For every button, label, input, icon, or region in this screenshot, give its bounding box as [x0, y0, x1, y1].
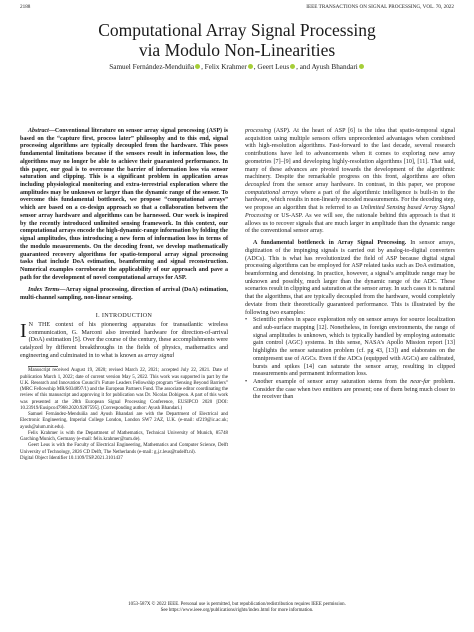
footnote-divider [28, 366, 58, 367]
body-text: or US-ASP. As we will see, the rationale behind this approach is that it allows us to recover signals that are much larger in amplitude than the dynamic range of the conventional sensor array. [245, 212, 455, 235]
italic-term: decoupled [245, 182, 270, 189]
list-item-text: Scientific probes in space exploration rely on sensor arrays for source localization and sub-surface mapping [12]. Nonetheless, in foreign environments, the range of signal amplitudes is unknown, which is typically handled by employing automatic gain control (AGC) systems. In this sense, NASA’s Apollo Mission report [13] highlights the sensor saturation problem (cf. pg 43, [13]) and elaborates on the omnipresent use of AGCs. Even if the ADCs (equipped with AGCs) are calibrated, bursts and spikes [14] can saturate the sensor array, resulting in clipped measurements and permanent information loss. [253, 317, 455, 378]
doi-line: Digital Object Identifier 10.1109/TSP.2021.3101437 [20, 455, 123, 461]
orcid-icon[interactable] [248, 64, 253, 69]
left-column [20, 128, 228, 462]
list-item [245, 317, 455, 379]
italic-term: near-far [410, 379, 431, 385]
footnote-affiliation-1: Samuel Fernández-Menduiña and Ayush Bhandari are with the Department of Electrical and Electronic Engineering, Imperial College London, London SW7 2AZ, U.K. (e-mail: sf219@ic.ac.uk; ayush@alum.mit.edu). [20, 412, 228, 430]
italic-term: computational arrays [245, 189, 299, 196]
author-3: Geert Leus [257, 63, 290, 71]
footnote-manuscript: Manuscript received August 19, 2020; revised March 22, 2021; accepted July 22, 2021. Date of publication March 1, 2022; date of current version May 5, 2022. This work was supported in part by the U.K. Research and Innovation Council’s Future Leaders Fellowship program “Sensing Beyond Barriers” (MRC Fellowship MR/S034897/1) and the European Partners Fund. The associate editor coordinating the review of this manuscript and approving it for publication was Dr. Nicolas Dobigeon. A part of this work was presented at the 28th European Signal Processing Conference, EUSIPCO 2020 [DOI: 10.23919/Eusipco47968.2020.9287595]. (Corresponding author: Ayush Bhandari.) [20, 368, 228, 411]
bullet-icon: • [245, 317, 248, 324]
example-list [245, 317, 455, 402]
paper-title [20, 20, 454, 60]
footnote-affiliation-2: Felix Krahmer is with the Department of Mathematics, Technical University of Munich, 85748 Garching/Munich, Germany (e-mail: felix.krahmer@tum.de). [20, 430, 228, 443]
copyright-line: 1053-587X © 2022 IEEE. Personal use is permitted, but republication/redistribution requires IEEE permission. [128, 602, 346, 607]
abstract [20, 128, 228, 282]
author-2: Felix Krahmer [204, 63, 247, 71]
footnote-affiliation-3: Geert Leus is with the Faculty of Electrical Engineering, Mathematics and Computer Science, Delft University of Technology, 2826 CD Delft, The Netherlands (e-mail: g.j.t.leus@tudelft.nl). [20, 443, 228, 455]
list-item-text: Another example of sensor array saturation stems from the [253, 379, 411, 385]
orcid-icon[interactable] [195, 64, 200, 69]
body-paragraph-2 [245, 240, 455, 317]
index-terms-label: Index Terms [28, 287, 60, 294]
drop-cap: I [20, 319, 27, 342]
running-header [20, 4, 454, 13]
copyright-footer [20, 602, 454, 614]
journal-name: IEEE TRANSACTIONS ON SIGNAL PROCESSING, VOL. 70, 2022 [306, 4, 454, 10]
italic-term: Unlimited Sensing based Array Signal Processing [245, 205, 455, 219]
intro-lead: N THE [28, 321, 51, 328]
abstract-label: Abstract [28, 128, 49, 134]
author-1: Samuel Fernández-Menduiña [109, 63, 195, 71]
intro-text: context of his pioneering apparatus for transatlantic wireless communication, G. Marconi also invented hardware for direction-of-arrival (DoA) estimation [5]. Over the course of the century, these accomplishments were catalyzed by different breakthroughs in the fields of physics, mathematics and engineering and culminated in to what is known as [20, 321, 228, 359]
title-line-1: Computational Array Signal Processing [98, 20, 376, 40]
right-column [245, 128, 455, 402]
body-text: where a part of the algorithmic intelligence is built-in to the hardware, which results in non-linearly encoded measurements. For the decoding step, we propose an algorithm that is referred to as [245, 189, 455, 212]
paragraph-heading: A fundamental bottleneck in Array Signal Processing. [253, 240, 407, 247]
bullet-icon: • [245, 379, 248, 385]
abstract-text: —Conventional literature on sensor array signal processing (ASP) is based on the “capture first, process later” philosophy and to this end, signal processing algorithms are typically decoupled from the hardware. This poses fundamental limitations because if the sensors result in information loss, the algorithms may no longer be able to achieve their guaranteed performance. In this paper, our goal is to overcome the barrier of information loss via sensor saturation and clipping. This is a significant problem in application areas including physiological monitoring and extra-terrestrial exploration where the amplitudes may be unknown or larger than the dynamic range of the sensor. To overcome this fundamental bottleneck, we propose “computational arrays” which are based on a co-design approach so that a collaboration between the sensor array hardware and algorithms can be harnessed. Our work is inspired by the recently introduced unlimited sensing framework. In this context, our computational arrays encode the high-dynamic-range information by folding the signal amplitudes, thus introducing a new form of information loss in terms of the modulo measurements. On the decoding front, we develop mathematically guaranteed recovery algorithms for spatio-temporal array signal processing tasks that include DoA estimation, beamforming and signal reconstruction. Numerical examples corroborate the applicability of our approach and pave a path for the development of novel computational arrays for ASP. [20, 128, 228, 281]
page-number: 2188 [20, 4, 31, 10]
intro-paragraph [20, 319, 228, 361]
italic-term: processing [245, 128, 271, 134]
orcid-icon[interactable] [290, 64, 295, 69]
list-item-text: problem. Consider the case when two emitters are present; one of them being much closer to the receiver than [253, 379, 455, 401]
index-terms-text: —Array signal processing, direction of arrival (DoA) estimation, multi-channel sampling, non-linear sensing. [20, 287, 228, 302]
section-heading: I. INTRODUCTION [95, 311, 153, 319]
intro-text-italic: array signal [144, 352, 175, 359]
author-list: Samuel Fernández-Menduiña , Felix Krahmer , Geert Leus , and Ayush Bhandari [20, 63, 454, 71]
list-item [245, 379, 455, 402]
index-terms [20, 287, 228, 302]
body-text: In sensor arrays, digitization of the impinging signals is carried out by analog-to-digital converters (ADCs). This is what has revolutionized the field of ASP because digital signal processing algorithms can be employed for ASP related tasks such as DoA estimation, beamforming and denoising. In practice, however, a signal’s amplitude range may be unknown and possibly, much larger than the dynamic range of the ADC. These scenarios result in clipping and saturation at the sensor array. In such cases it is natural that the algorithms, that are typically decoupled from the hardware, would completely deviate from their theoretically guaranteed performance. This is illustrated by the following two examples: [245, 240, 455, 316]
body-text: (ASP). At the heart of ASP [6] is the idea that spatio-temporal signal acquisition using multiple sensors offers unprecedented advantages when combined with high-resolution algorithms. Fast-forward to the last decade, several research contributions have led to advancements when it comes to exploring new array geometries [7]–[9] and developing highly-resolution algorithms [10], [11]. That said, many of these advances are pivoted towards the development of the algorithmic machinery. Despite the remarkable progress on this front, algorithms are often [245, 128, 455, 181]
body-paragraph-1 [245, 128, 455, 236]
author-4: and Ayush Bhandari [299, 63, 358, 71]
body-text: from the sensor array hardware. In contrast, in this paper, we propose [269, 182, 455, 189]
orcid-icon[interactable] [359, 64, 364, 69]
rights-line: See https://www.ieee.org/publications/rights/index.html for more information. [160, 608, 314, 613]
title-line-2: via Modulo Non-Linearities [138, 40, 336, 60]
